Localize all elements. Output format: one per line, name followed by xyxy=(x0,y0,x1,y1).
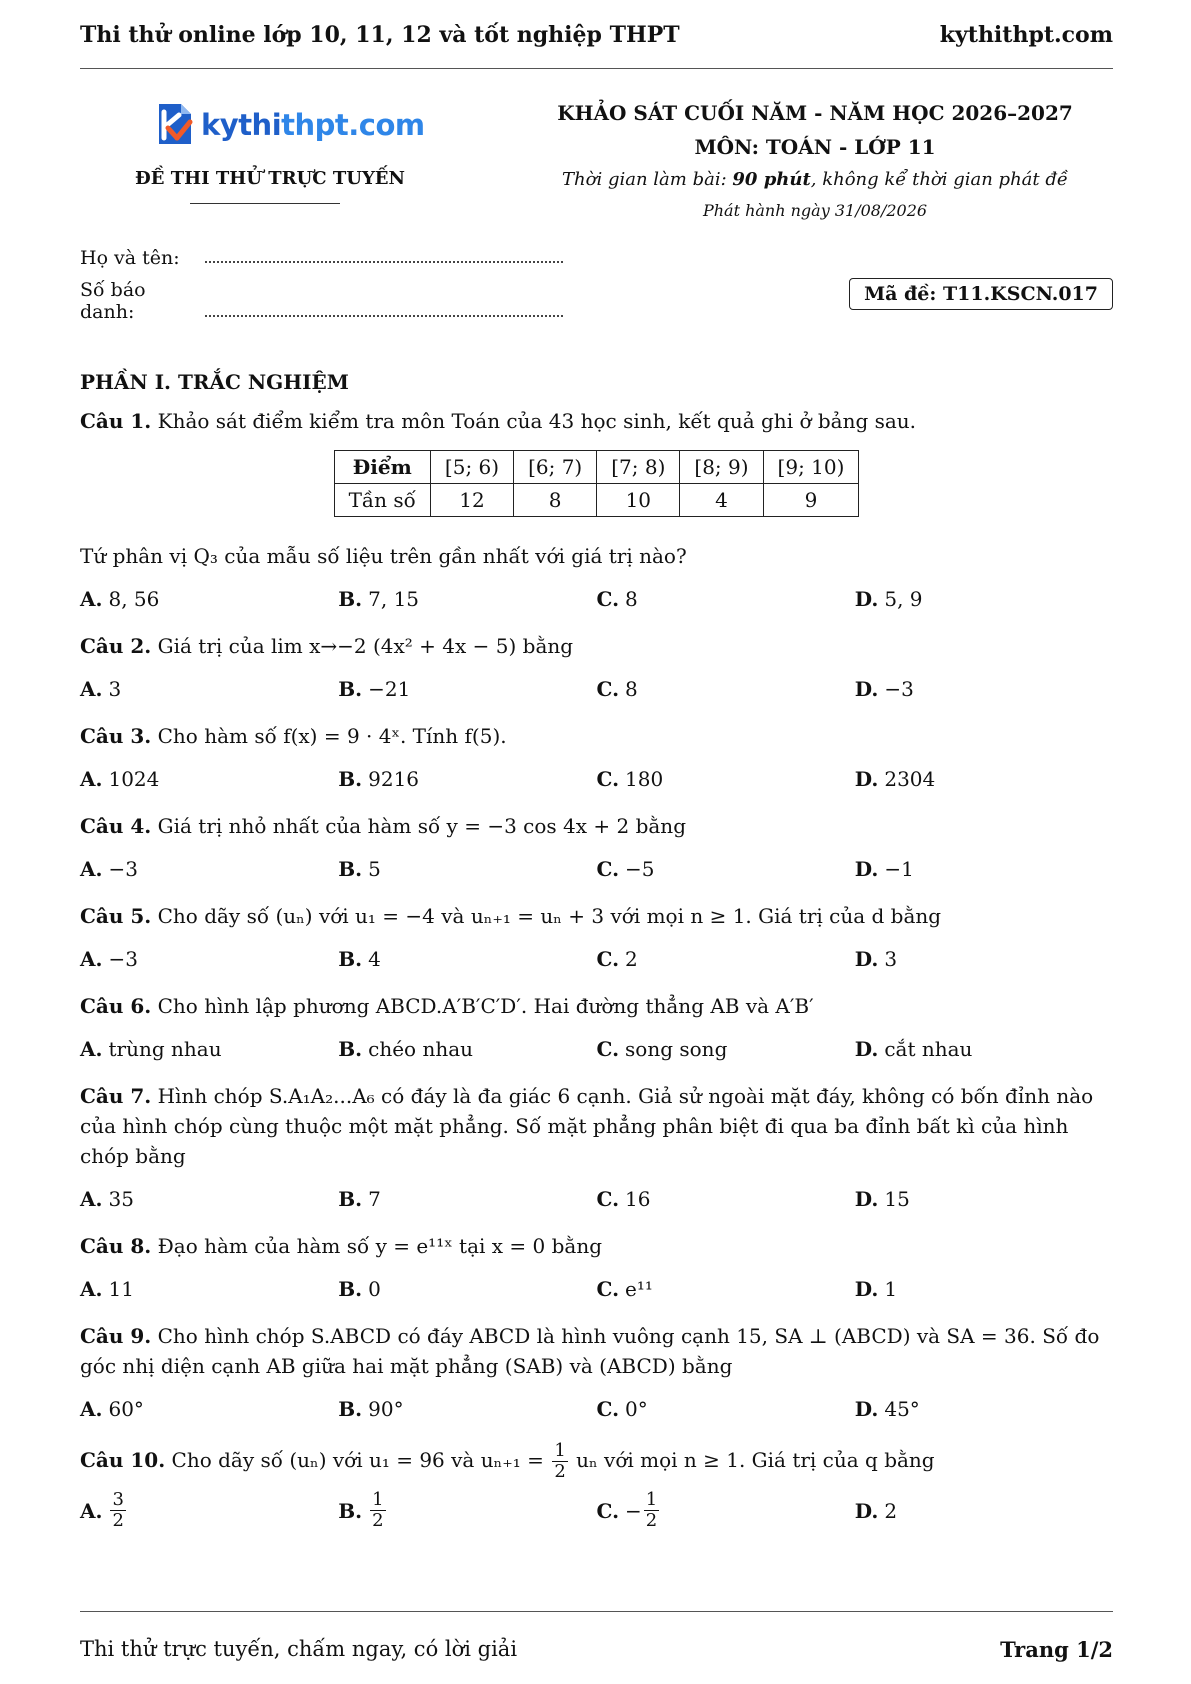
answer-option-d[interactable]: D. 2 xyxy=(854,1498,898,1523)
question-8: Câu 8. Đạo hàm của hàm số y = e¹¹ˣ tại x = 0 bằng xyxy=(80,1234,602,1258)
exam-heading xyxy=(500,96,1130,226)
exam-content xyxy=(80,370,1113,1551)
fraction: $\frac{1}{2}$ xyxy=(554,1440,566,1482)
header-divider xyxy=(80,68,1113,69)
answer-option-c[interactable]: C. 16 xyxy=(596,1187,651,1211)
answer-option-d[interactable]: D. 3 xyxy=(854,947,898,971)
page-header xyxy=(80,22,1113,48)
answer-option-d[interactable]: D. −3 xyxy=(854,677,914,701)
answer-option-c[interactable]: C. 0° xyxy=(596,1397,648,1421)
question-4: Câu 4. Giá trị nhỏ nhất của hàm số y = −3 cos 4x + 2 bằng xyxy=(80,814,686,838)
answer-option-b[interactable]: B. 5 xyxy=(338,857,381,881)
question-2: Câu 2. Giá trị của lim x→−2 (4x² + 4x − 5) bằng xyxy=(80,634,574,658)
answer-option-b[interactable]: B. 9216 xyxy=(338,767,420,791)
answer-options xyxy=(80,1397,1113,1421)
logo-wordmark: kythithpt.com xyxy=(201,108,425,142)
answer-option-c[interactable]: C. e¹¹ xyxy=(596,1277,653,1301)
fraction: $\frac{1}{2}$ xyxy=(645,1489,658,1531)
answer-option-d[interactable]: D. cắt nhau xyxy=(854,1037,973,1061)
table-row xyxy=(334,484,859,517)
answer-options xyxy=(80,767,1113,791)
question-1-prompt: Tứ phân vị Q₃ của mẫu số liệu trên gần nhất với giá trị nào? xyxy=(80,544,687,568)
question-9: Câu 9. Cho hình chóp S.ABCD có đáy ABCD là hình vuông cạnh 15, SA ⊥ (ABCD) và SA = 36. Số đo góc nhị diện cạnh AB giữa hai mặt phẳng (SAB) và (ABCD) bằng xyxy=(80,1324,1100,1378)
answer-option-d[interactable]: D. 1 xyxy=(854,1277,898,1301)
footer-left-text: Thi thử trực tuyến, chấm ngay, có lời giải xyxy=(80,1637,518,1661)
answer-options xyxy=(80,947,1113,971)
question-7: Câu 7. Hình chóp S.A₁A₂...A₆ có đáy là đa giác 6 cạnh. Giả sử ngoài mặt đáy, không có bốn đỉnh nào của hình chóp cùng thuộc một mặt phẳng. Số mặt phẳng phân biệt đi qua ba đỉnh bất kì của hình chóp bằng xyxy=(80,1084,1094,1168)
name-label: Họ và tên: xyxy=(80,247,180,269)
table-cell: [9; 10) xyxy=(763,451,859,484)
candidate-id-field[interactable] xyxy=(80,279,563,323)
answer-option-b[interactable]: B. 0 xyxy=(338,1277,381,1301)
answer-option-a[interactable]: A. 1024 xyxy=(80,767,160,791)
answer-option-d[interactable]: D. 5, 9 xyxy=(854,587,923,611)
answer-option-c[interactable]: C. 2 xyxy=(596,947,638,971)
answer-option-a[interactable]: A. −3 xyxy=(80,857,138,881)
answer-option-b[interactable]: B. $\frac{1}{2}$ xyxy=(338,1489,384,1531)
question-10: Câu 10. Cho dãy số (uₙ) với u₁ = 96 và uₙ₊₁ = $\frac{1}{2}$ uₙ với mọi n ≥ 1. Giá trị của q bằng xyxy=(80,1440,935,1482)
table-cell: Điểm xyxy=(334,451,430,484)
candidate-id-label: Số báo danh: xyxy=(80,279,146,323)
answer-option-c[interactable]: C. 180 xyxy=(596,767,664,791)
header-site-link[interactable]: kythithpt.com xyxy=(939,22,1113,48)
answer-options xyxy=(80,1187,1113,1211)
answer-option-b[interactable]: B. 90° xyxy=(338,1397,404,1421)
exam-issue-date: Phát hành ngày 31/08/2026 xyxy=(702,201,928,220)
exam-duration: Thời gian làm bài: 90 phút, không kể thời gian phát đề xyxy=(562,169,1068,190)
answer-option-c[interactable]: C. 8 xyxy=(596,677,638,701)
table-cell: 8 xyxy=(514,484,597,517)
answer-option-a[interactable]: A. 3 xyxy=(80,677,122,701)
table-cell: [5; 6) xyxy=(430,451,513,484)
online-exam-subtitle: ĐỀ THI THỬ TRỰC TUYẾN xyxy=(135,168,405,189)
exam-page xyxy=(80,0,1113,1684)
answer-options xyxy=(80,1490,1113,1531)
answer-option-c[interactable]: C. 8 xyxy=(596,587,638,611)
page-footer xyxy=(80,1637,1113,1662)
table-cell: [8; 9) xyxy=(680,451,763,484)
answer-option-b[interactable]: B. 7 xyxy=(338,1187,381,1211)
answer-option-d[interactable]: D. 15 xyxy=(854,1187,910,1211)
answer-option-a[interactable]: A. trùng nhau xyxy=(80,1037,222,1061)
frequency-table xyxy=(334,450,860,517)
brand-logo[interactable] xyxy=(153,100,425,150)
answer-option-c[interactable]: C. song song xyxy=(596,1037,728,1061)
table-cell: 10 xyxy=(597,484,680,517)
header-left-text: Thi thử online lớp 10, 11, 12 và tốt nghiệp THPT xyxy=(80,22,680,48)
page-number: Trang 1/2 xyxy=(1000,1637,1113,1662)
table-cell: [7; 8) xyxy=(597,451,680,484)
question-3: Câu 3. Cho hàm số f(x) = 9 · 4ˣ. Tính f(5). xyxy=(80,724,507,748)
table-cell: 4 xyxy=(680,484,763,517)
name-dotted-line[interactable] xyxy=(205,260,563,263)
logo-mark-icon xyxy=(153,100,197,150)
answer-option-b[interactable]: B. 4 xyxy=(338,947,381,971)
question-6: Câu 6. Cho hình lập phương ABCD.A′B′C′D′. Hai đường thẳng AB và A′B′ xyxy=(80,994,814,1018)
exam-title: KHẢO SÁT CUỐI NĂM - NĂM HỌC 2026–2027 xyxy=(557,101,1073,125)
table-row xyxy=(334,451,859,484)
answer-option-b[interactable]: B. chéo nhau xyxy=(338,1037,474,1061)
footer-divider xyxy=(80,1611,1113,1612)
answer-option-a[interactable]: A. $\frac{3}{2}$ xyxy=(80,1489,124,1531)
section-title: PHẦN I. TRẮC NGHIỆM xyxy=(80,370,349,394)
answer-option-c[interactable]: C. −5 xyxy=(596,857,655,881)
name-field[interactable] xyxy=(80,247,563,269)
answer-option-d[interactable]: D. 45° xyxy=(854,1397,920,1421)
answer-options xyxy=(80,587,1113,611)
fraction: $\frac{1}{2}$ xyxy=(372,1489,384,1531)
answer-option-d[interactable]: D. −1 xyxy=(854,857,914,881)
table-cell: Tần số xyxy=(334,484,430,517)
answer-option-b[interactable]: B. 7, 15 xyxy=(338,587,420,611)
question-1: Câu 1. Khảo sát điểm kiểm tra môn Toán của 43 học sinh, kết quả ghi ở bảng sau. xyxy=(80,409,917,433)
answer-option-b[interactable]: B. −21 xyxy=(338,677,411,701)
answer-option-a[interactable]: A. 8, 56 xyxy=(80,587,160,611)
answer-option-a[interactable]: A. −3 xyxy=(80,947,138,971)
answer-options xyxy=(80,1037,1113,1061)
table-cell: [6; 7) xyxy=(514,451,597,484)
answer-option-c[interactable]: C. − $\frac{1}{2}$ xyxy=(596,1489,658,1531)
table-cell: 12 xyxy=(430,484,513,517)
answer-options xyxy=(80,857,1113,881)
subtitle-underline xyxy=(190,203,340,204)
answer-option-a[interactable]: A. 11 xyxy=(80,1277,134,1301)
exam-subject: MÔN: TOÁN - LỚP 11 xyxy=(694,135,936,159)
answer-option-a[interactable]: A. 60° xyxy=(80,1397,144,1421)
answer-options xyxy=(80,1277,1113,1301)
exam-code-box: Mã đề: T11.KSCN.017 xyxy=(849,278,1113,310)
table-cell: 9 xyxy=(763,484,859,517)
candidate-id-dotted-line[interactable] xyxy=(205,314,563,317)
answer-option-d[interactable]: D. 2304 xyxy=(854,767,936,791)
answer-options xyxy=(80,677,1113,701)
fraction: $\frac{3}{2}$ xyxy=(112,1489,124,1531)
answer-option-a[interactable]: A. 35 xyxy=(80,1187,134,1211)
question-5: Câu 5. Cho dãy số (uₙ) với u₁ = −4 và uₙ₊₁ = uₙ + 3 với mọi n ≥ 1. Giá trị của d bằng xyxy=(80,904,942,928)
